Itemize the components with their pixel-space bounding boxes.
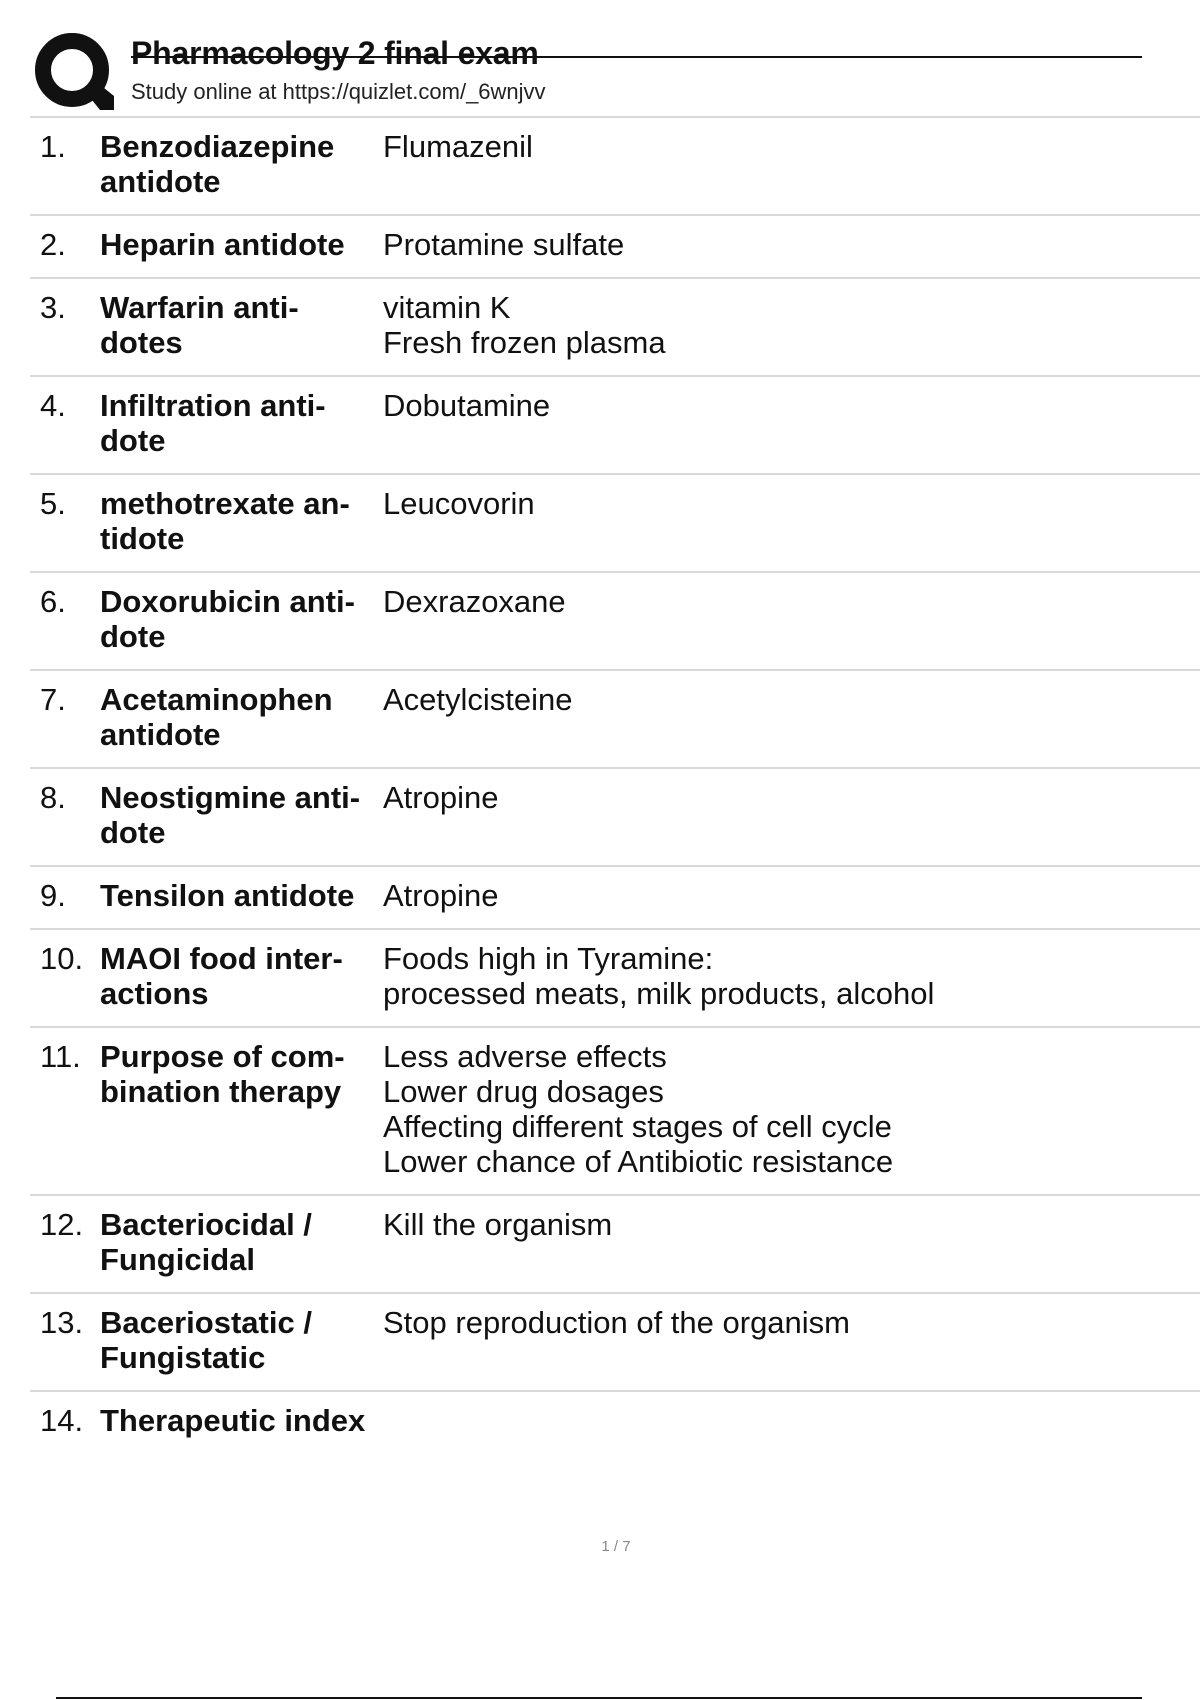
card-term: Therapeutic index — [100, 1403, 366, 1438]
card-term: Neostigmine anti- dote — [100, 780, 361, 850]
quizlet-q-logo-icon — [34, 32, 116, 114]
card-definition: Dexrazoxane — [383, 584, 566, 619]
card-definition: Atropine — [383, 878, 499, 913]
card-definition: Less adverse effects Lower drug dosages Affecting different stages of cell cycle Lower chance of Antibiotic resistance — [383, 1039, 894, 1179]
flashcard-row — [30, 277, 1200, 375]
card-definition: Acetylcisteine — [383, 682, 573, 717]
card-number: 13. — [40, 1305, 84, 1340]
card-number: 2. — [40, 227, 66, 262]
card-definition: Foods high in Tyramine: processed meats, milk products, alcohol — [383, 941, 935, 1011]
flashcard-row — [30, 865, 1200, 928]
card-term: MAOI food inter- actions — [100, 941, 343, 1011]
card-number: 8. — [40, 780, 66, 815]
page-indicator: 1 / 7 — [601, 1538, 631, 1555]
card-definition: Flumazenil — [383, 129, 533, 164]
flashcard-row — [30, 767, 1200, 865]
card-definition: Leucovorin — [383, 486, 535, 521]
flashcard-row — [30, 116, 1200, 214]
flashcard-row — [30, 928, 1200, 1026]
flashcard-row — [30, 214, 1200, 277]
card-term: Doxorubicin anti- dote — [100, 584, 355, 654]
card-definition: Protamine sulfate — [383, 227, 625, 262]
card-term: Baceriostatic / Fungistatic — [100, 1305, 312, 1375]
card-number: 14. — [40, 1403, 84, 1438]
flashcard-row — [30, 571, 1200, 669]
card-number: 12. — [40, 1207, 84, 1242]
card-term: Heparin antidote — [100, 227, 345, 262]
card-number: 4. — [40, 388, 66, 423]
flashcard-row — [30, 1026, 1200, 1194]
flashcard-row — [30, 1292, 1200, 1390]
flashcard-row — [30, 473, 1200, 571]
card-term: Acetaminophen antidote — [100, 682, 333, 752]
flashcard-list — [30, 116, 1200, 1438]
card-term: Infiltration anti- dote — [100, 388, 326, 458]
flashcard-row — [30, 1194, 1200, 1292]
flashcard-row — [30, 1390, 1200, 1438]
footer-divider — [56, 1697, 1142, 1699]
card-term: Purpose of com- bination therapy — [100, 1039, 345, 1109]
page-header — [30, 28, 1142, 116]
card-definition: Atropine — [383, 780, 499, 815]
card-number: 6. — [40, 584, 66, 619]
card-term: Tensilon antidote — [100, 878, 355, 913]
card-term: Warfarin anti- dotes — [100, 290, 299, 360]
card-definition: Dobutamine — [383, 388, 551, 423]
page-title: Pharmacology 2 final exam — [131, 35, 539, 71]
card-definition: vitamin K Fresh frozen plasma — [383, 290, 666, 360]
card-definition: Kill the organism — [383, 1207, 613, 1242]
flashcard-row — [30, 669, 1200, 767]
study-online-link-text[interactable]: Study online at https://quizlet.com/_6wnjvv — [131, 79, 546, 104]
card-definition: Stop reproduction of the organism — [383, 1305, 850, 1340]
card-number: 1. — [40, 129, 66, 164]
card-number: 11. — [40, 1039, 81, 1074]
card-number: 3. — [40, 290, 66, 325]
flashcard-row — [30, 375, 1200, 473]
card-term: Benzodiazepine antidote — [100, 129, 335, 199]
card-definition — [383, 1403, 1200, 1438]
card-number: 5. — [40, 486, 66, 521]
card-number: 9. — [40, 878, 66, 913]
card-term: Bacteriocidal / Fungicidal — [100, 1207, 312, 1277]
card-number: 7. — [40, 682, 66, 717]
card-number: 10. — [40, 941, 84, 976]
card-term: methotrexate an- tidote — [100, 486, 350, 556]
